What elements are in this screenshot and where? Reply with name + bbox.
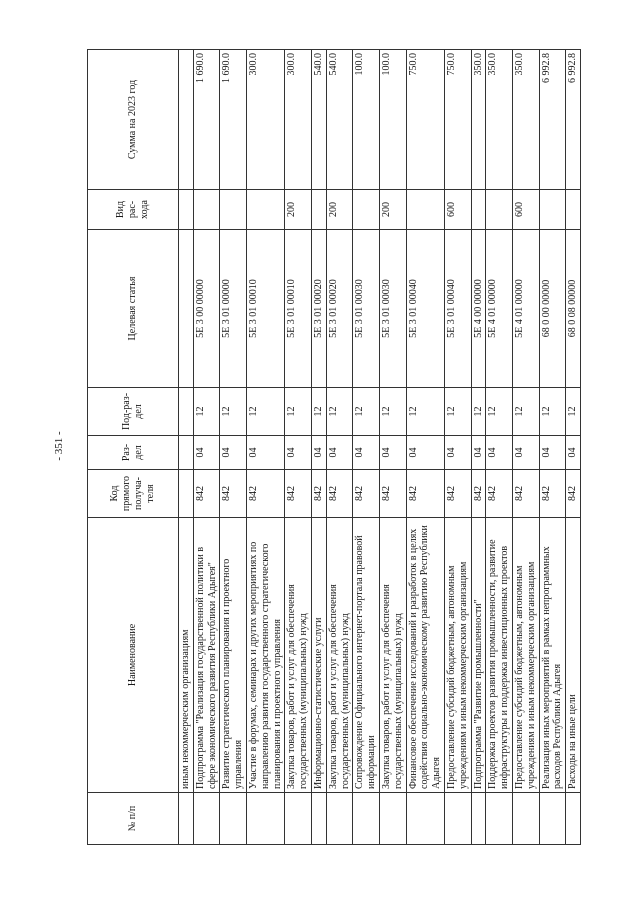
cell-vid: 200 <box>379 190 406 230</box>
cell-target: 5Е 3 01 00030 <box>353 230 380 388</box>
cell-num <box>512 793 539 845</box>
table-row <box>311 50 326 845</box>
cell-podrazdel: 12 <box>193 388 220 436</box>
header-num: № п/п <box>88 793 179 845</box>
cell-sum: 350.0 <box>512 50 539 190</box>
cell-num <box>566 793 581 845</box>
cell-sum: 1 690.0 <box>193 50 220 190</box>
cell-num <box>353 793 380 845</box>
cell-code: 842 <box>471 470 486 518</box>
cell-code: 842 <box>379 470 406 518</box>
cell-vid: 600 <box>512 190 539 230</box>
cell-razdel: 04 <box>379 436 406 470</box>
header-razdel: Раз-дел <box>88 436 179 470</box>
cell-target: 5Е 4 00 00000 <box>471 230 486 388</box>
cell-vid <box>311 190 326 230</box>
cell-podrazdel: 12 <box>406 388 444 436</box>
cell-name: Закупка товаров, работ и услуг для обеспечения государственных (муниципальных) нужд <box>326 518 353 793</box>
cell-num <box>311 793 326 845</box>
cell-podrazdel: 12 <box>444 388 471 436</box>
cell-code: 842 <box>311 470 326 518</box>
header-name: Наименование <box>88 518 179 793</box>
cell-vid <box>179 190 194 230</box>
cell-sum: 300.0 <box>285 50 312 190</box>
cell-podrazdel: 12 <box>246 388 284 436</box>
cell-name: Участие в форумах, семинарах и других мероприятиях по направлению развития государственного стратегического планирования и проектного управления <box>246 518 284 793</box>
cell-razdel: 04 <box>326 436 353 470</box>
cell-sum: 300.0 <box>246 50 284 190</box>
cell-target: 5Е 3 01 00040 <box>406 230 444 388</box>
header-code: Код прямого получа-теля <box>88 470 179 518</box>
cell-num <box>406 793 444 845</box>
cell-vid <box>193 190 220 230</box>
cell-code: 842 <box>285 470 312 518</box>
cell-razdel: 04 <box>353 436 380 470</box>
cell-name: Финансовое обеспечение исследований и разработок в целях содействия социально-экономическому развитию Республики Адыгея <box>406 518 444 793</box>
table-row <box>379 50 406 845</box>
cell-num <box>444 793 471 845</box>
cell-target: 5Е 3 01 00020 <box>326 230 353 388</box>
cell-podrazdel: 12 <box>566 388 581 436</box>
cell-name: Подпрограмма "Реализация государственной политики в сфере экономического развития Республики Адыгея" <box>193 518 220 793</box>
table-row <box>566 50 581 845</box>
cell-target: 5Е 3 01 00010 <box>246 230 284 388</box>
cell-vid <box>539 190 566 230</box>
cell-name: иным некоммерческим организациям <box>179 518 194 793</box>
cell-podrazdel: 12 <box>512 388 539 436</box>
cell-target: 68 0 08 00000 <box>566 230 581 388</box>
cell-podrazdel: 12 <box>220 388 247 436</box>
table-row <box>220 50 247 845</box>
cell-podrazdel: 12 <box>471 388 486 436</box>
cell-podrazdel: 12 <box>379 388 406 436</box>
cell-name: Подпрограмма "Развитие промышленности" <box>471 518 486 793</box>
cell-razdel: 04 <box>471 436 486 470</box>
cell-sum <box>179 50 194 190</box>
cell-sum: 540.0 <box>311 50 326 190</box>
cell-name: Поддержка проектов развития промышленности, развитие инфраструктуры и поддержка инвестиционных проектов <box>486 518 513 793</box>
cell-vid <box>353 190 380 230</box>
cell-code: 842 <box>539 470 566 518</box>
table-row <box>193 50 220 845</box>
cell-sum: 750.0 <box>444 50 471 190</box>
cell-num <box>220 793 247 845</box>
cell-razdel: 04 <box>246 436 284 470</box>
table-row <box>246 50 284 845</box>
header-target: Целевая статья <box>88 230 179 388</box>
table-row <box>326 50 353 845</box>
cell-code <box>179 470 194 518</box>
table-row <box>285 50 312 845</box>
cell-target: 5Е 3 01 00030 <box>379 230 406 388</box>
cell-name: Реализация иных мероприятий в рамках непрограммных расходов Республики Адыгея <box>539 518 566 793</box>
cell-num <box>539 793 566 845</box>
cell-sum: 540.0 <box>326 50 353 190</box>
table-row <box>512 50 539 845</box>
cell-razdel: 04 <box>512 436 539 470</box>
table-row <box>539 50 566 845</box>
cell-name: Предоставление субсидий бюджетным, автономным учреждениям и иным некоммерческим организациям <box>444 518 471 793</box>
cell-razdel: 04 <box>566 436 581 470</box>
cell-razdel: 04 <box>311 436 326 470</box>
rotated-table-wrapper <box>87 50 579 845</box>
cell-code: 842 <box>246 470 284 518</box>
header-vid: Вид рас-хода <box>88 190 179 230</box>
cell-vid <box>471 190 486 230</box>
cell-name: Развитие стратегического планирования и проектного управления <box>220 518 247 793</box>
header-podrazdel: Под-раз-дел <box>88 388 179 436</box>
header-sum: Сумма на 2023 год <box>88 50 179 190</box>
cell-sum: 350.0 <box>486 50 513 190</box>
cell-sum: 6 992.8 <box>539 50 566 190</box>
cell-num <box>471 793 486 845</box>
cell-code: 842 <box>512 470 539 518</box>
cell-target: 68 0 00 00000 <box>539 230 566 388</box>
cell-target: 5Е 4 01 00000 <box>512 230 539 388</box>
cell-podrazdel: 12 <box>353 388 380 436</box>
page-number: - 351 - <box>53 431 65 461</box>
cell-num <box>379 793 406 845</box>
cell-code: 842 <box>486 470 513 518</box>
cell-target: 5Е 3 00 00000 <box>193 230 220 388</box>
table-body <box>179 50 581 845</box>
cell-razdel: 04 <box>193 436 220 470</box>
cell-name: Закупка товаров, работ и услуг для обеспечения государственных (муниципальных) нужд <box>285 518 312 793</box>
cell-razdel: 04 <box>220 436 247 470</box>
budget-table <box>87 49 581 845</box>
cell-num <box>285 793 312 845</box>
cell-name: Информационно-статистические услуги <box>311 518 326 793</box>
table-header-row <box>88 50 179 845</box>
cell-target: 5Е 3 01 00000 <box>220 230 247 388</box>
cell-target: 5Е 3 01 00020 <box>311 230 326 388</box>
cell-vid: 200 <box>285 190 312 230</box>
cell-code: 842 <box>566 470 581 518</box>
cell-podrazdel: 12 <box>486 388 513 436</box>
cell-num <box>246 793 284 845</box>
table-row <box>486 50 513 845</box>
cell-code: 842 <box>193 470 220 518</box>
cell-name: Предоставление субсидий бюджетным, автономным учреждениям и иным некоммерческим организациям <box>512 518 539 793</box>
cell-podrazdel: 12 <box>285 388 312 436</box>
cell-razdel: 04 <box>486 436 513 470</box>
cell-sum: 100.0 <box>353 50 380 190</box>
cell-name: Расходы на иные цели <box>566 518 581 793</box>
cell-sum: 100.0 <box>379 50 406 190</box>
cell-code: 842 <box>353 470 380 518</box>
cell-name: Закупка товаров, работ и услуг для обеспечения государственных (муниципальных) нужд <box>379 518 406 793</box>
cell-target: 5Е 4 01 00000 <box>486 230 513 388</box>
cell-razdel: 04 <box>406 436 444 470</box>
cell-code: 842 <box>444 470 471 518</box>
cell-num <box>179 793 194 845</box>
cell-vid: 200 <box>326 190 353 230</box>
table-row <box>179 50 194 845</box>
cell-vid <box>486 190 513 230</box>
cell-vid <box>566 190 581 230</box>
table-row <box>406 50 444 845</box>
cell-target: 5Е 3 01 00010 <box>285 230 312 388</box>
cell-sum: 1 690.0 <box>220 50 247 190</box>
table-row <box>444 50 471 845</box>
cell-code: 842 <box>220 470 247 518</box>
cell-name: Сопровождение Официального интернет-портала правовой информации <box>353 518 380 793</box>
cell-razdel: 04 <box>539 436 566 470</box>
cell-razdel: 04 <box>444 436 471 470</box>
table-row <box>471 50 486 845</box>
cell-num <box>486 793 513 845</box>
cell-target: 5Е 3 01 00040 <box>444 230 471 388</box>
cell-vid: 600 <box>444 190 471 230</box>
cell-target <box>179 230 194 388</box>
cell-razdel: 04 <box>285 436 312 470</box>
table-row <box>353 50 380 845</box>
cell-num <box>326 793 353 845</box>
cell-podrazdel: 12 <box>326 388 353 436</box>
cell-podrazdel: 12 <box>311 388 326 436</box>
cell-sum: 750.0 <box>406 50 444 190</box>
cell-vid <box>246 190 284 230</box>
cell-razdel <box>179 436 194 470</box>
cell-num <box>193 793 220 845</box>
cell-sum: 6 992.8 <box>566 50 581 190</box>
cell-code: 842 <box>326 470 353 518</box>
cell-sum: 350.0 <box>471 50 486 190</box>
cell-code: 842 <box>406 470 444 518</box>
cell-podrazdel <box>179 388 194 436</box>
cell-vid <box>406 190 444 230</box>
cell-vid <box>220 190 247 230</box>
cell-podrazdel: 12 <box>539 388 566 436</box>
